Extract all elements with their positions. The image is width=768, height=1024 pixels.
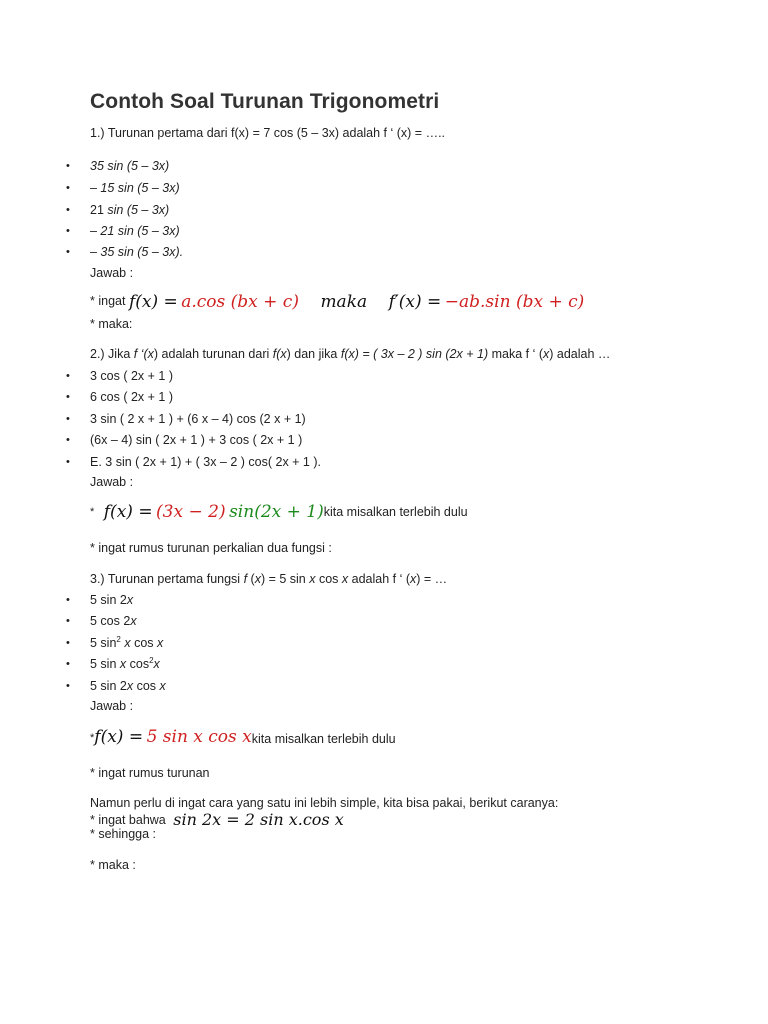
q2-option-3: 3 sin ( 2 x + 1 ) + (6 x – 4) cos (2 x + 1)	[90, 412, 306, 426]
q3-text: ) = …	[416, 572, 448, 586]
q2-ingat-text: * ingat rumus turunan perkalian dua fungsi :	[90, 541, 332, 555]
q3-formula-note: kita misalkan terlebih dulu	[251, 732, 396, 746]
q2-text: ) adalah turunan dari	[153, 347, 273, 361]
q3-text: cos	[315, 572, 342, 586]
q1-option-5: – 35 sin (5 – 3x).	[90, 245, 184, 259]
bullet: •	[66, 246, 70, 258]
bullet: •	[66, 434, 70, 446]
q2-text: f(x	[272, 347, 287, 361]
q3-ingat-text: * ingat rumus turunan	[90, 766, 210, 780]
q2-formula-line	[90, 502, 468, 522]
q1-formula-lhs: f(x) =	[128, 292, 178, 312]
q3-formula-red: 5 sin x cos x	[146, 727, 252, 747]
bullet: •	[66, 658, 70, 670]
q1-formula2-lhs: f′(x) =	[388, 292, 442, 312]
q3-text: (	[247, 572, 255, 586]
q2-option-2: 6 cos ( 2x + 1 )	[90, 390, 174, 404]
q3-identity: sin 2x = 2 sin x.cos x	[173, 810, 344, 829]
q1-formula2-rhs: −ab.sin (bx + c)	[444, 292, 585, 312]
question-2	[90, 347, 610, 361]
q3-star: *	[90, 732, 95, 744]
q3-text: f	[243, 572, 248, 586]
q3-formula-lhs: f(x) =	[94, 727, 144, 747]
q1-answer-label: Jawab :	[90, 266, 134, 280]
bullet: •	[66, 391, 70, 403]
q2-answer-label: Jawab :	[90, 475, 134, 489]
q3-formula-line	[90, 727, 396, 747]
q1-formula-line	[90, 292, 584, 312]
q2-text: 2.) Jika	[90, 347, 134, 361]
q3-option-5: 5 sin 2x cos x	[90, 679, 166, 693]
bullet: •	[66, 615, 70, 627]
bullet: •	[66, 370, 70, 382]
q3-namun-text: Namun perlu di ingat cara yang satu ini lebih simple, kita bisa pakai, berikut caranya:	[90, 796, 559, 810]
q2-formula-green: sin(2x + 1)	[229, 502, 324, 522]
q2-formula-note: kita misalkan terlebih dulu	[323, 505, 468, 519]
bullet: •	[66, 182, 70, 194]
q1-option-4: – 21 sin (5 – 3x)	[90, 224, 180, 238]
q1-maka-label: * maka:	[90, 317, 133, 331]
q2-formula-red: (3x − 2)	[156, 502, 226, 522]
q3-text: 3.) Turunan pertama fungsi	[90, 572, 244, 586]
bullet: •	[66, 204, 70, 216]
bullet: •	[66, 456, 70, 468]
bullet: •	[66, 413, 70, 425]
q2-star: *	[90, 506, 95, 518]
q2-text: f ‘(x	[133, 347, 154, 361]
q2-text: ) adalah …	[549, 347, 611, 361]
q2-text: ) dan jika	[286, 347, 341, 361]
q3-text: x	[341, 572, 349, 586]
q3-option-3: 5 $\sin^2 x$ cos x	[90, 635, 164, 650]
q3-text: x	[309, 572, 316, 586]
q3-text: adalah f ‘ (	[348, 572, 410, 586]
q1-formula-rhs: a.cos (bx + c)	[181, 292, 299, 312]
q2-option-4: (6x – 4) sin ( 2x + 1 ) + 3 cos ( 2x + 1 )	[90, 433, 303, 447]
q2-text: f(x) = ( 3x – 2 ) sin (2x + 1)	[340, 347, 489, 361]
q3-maka: * maka :	[90, 858, 136, 872]
q1-option-1: 35 sin (5 – 3x)	[90, 159, 170, 173]
q1-ingat-label: * ingat	[90, 294, 126, 308]
q3-answer-label: Jawab :	[90, 699, 134, 713]
q3-option-1: 5 sin 2x	[90, 593, 134, 607]
question-3	[90, 572, 447, 586]
q3-text: x	[254, 572, 261, 586]
q2-option-5: E. 3 sin ( 2x + 1) + ( 3x – 2 ) cos( 2x + 1 ).	[90, 455, 321, 469]
bullet: •	[66, 594, 70, 606]
q3-sehingga: * sehingga :	[90, 827, 157, 841]
q1-option-3-number: 21	[90, 203, 104, 217]
question-1: 1.) Turunan pertama dari f(x) = 7 cos (5 – 3x) adalah f ‘ (x) = …..	[90, 126, 446, 140]
q1-option-3	[90, 203, 169, 217]
q1-option-3-expr: sin (5 – 3x)	[107, 203, 170, 217]
q1-option-2: – 15 sin (5 – 3x)	[90, 181, 180, 195]
page-title: Contoh Soal Turunan Trigonometri	[90, 90, 440, 113]
q3-text: ) = 5 sin	[260, 572, 310, 586]
bullet: •	[66, 637, 70, 649]
q2-text: maka f ‘ (	[488, 347, 543, 361]
bullet: •	[66, 225, 70, 237]
q3-option-4: 5 sin x $\cos^2x$	[90, 656, 160, 671]
q3-text: x	[409, 572, 417, 586]
q1-maka-word: maka	[320, 292, 368, 312]
q2-option-1: 3 cos ( 2x + 1 )	[90, 369, 174, 383]
bullet: •	[66, 160, 70, 172]
q2-formula-lhs: f(x) =	[103, 502, 153, 522]
q3-option-2: 5 cos 2x	[90, 614, 137, 628]
bullet: •	[66, 680, 70, 692]
q2-text: x	[542, 347, 550, 361]
q3-ingat-bahwa: * ingat bahwa	[90, 813, 166, 827]
